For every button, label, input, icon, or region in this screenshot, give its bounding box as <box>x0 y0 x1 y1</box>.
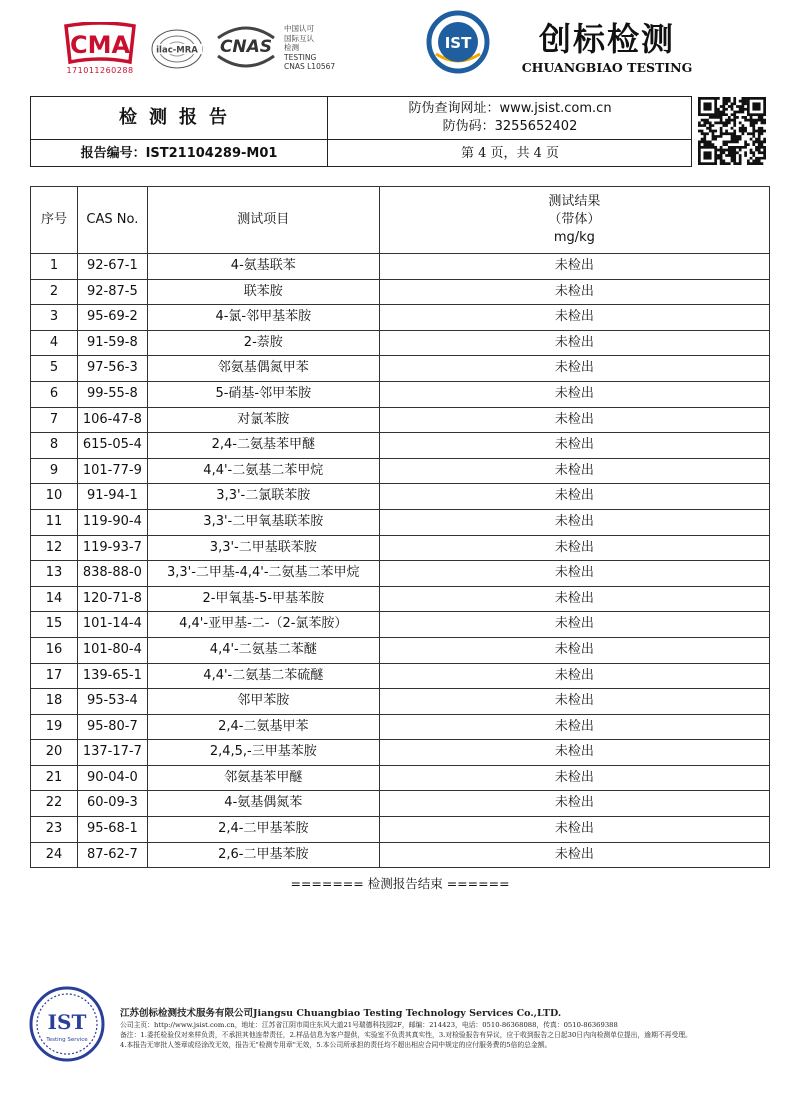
row-result: 未检出 <box>379 714 769 740</box>
row-item: 4,4'-二氨基二苯硫醚 <box>147 663 379 689</box>
row-result: 未检出 <box>379 535 769 561</box>
table-row <box>31 433 770 459</box>
table-row <box>31 305 770 331</box>
report-title: 检测报告 <box>119 107 239 128</box>
table-row <box>31 817 770 843</box>
row-result: 未检出 <box>379 279 769 305</box>
row-result: 未检出 <box>379 509 769 535</box>
row-no: 13 <box>31 561 78 587</box>
ist-logo-text: IST <box>444 34 472 52</box>
table-row <box>31 561 770 587</box>
row-result: 未检出 <box>379 356 769 382</box>
row-item: 3,3'-二甲基联苯胺 <box>147 535 379 561</box>
row-cas: 106-47-8 <box>77 407 147 433</box>
cnas-logo <box>212 22 280 72</box>
row-result: 未检出 <box>379 663 769 689</box>
row-item: 4-氯-邻甲基苯胺 <box>147 305 379 331</box>
row-cas: 95-69-2 <box>77 305 147 331</box>
row-item: 邻甲苯胺 <box>147 689 379 715</box>
row-no: 10 <box>31 484 78 510</box>
row-result: 未检出 <box>379 740 769 766</box>
row-item: 2-萘胺 <box>147 330 379 356</box>
anti-counterfeit-url: 防伪查询网址：www.jsist.com.cn <box>408 101 612 116</box>
row-cas: 60-09-3 <box>77 791 147 817</box>
footer-note-1: 备注：1.委托检验仅对来样负责，不承担其他连带责任，2.样品信息为客户提供，实验室不负责其真实性，3.对检验报告有异议，应于收到报告之日起30日内向检测单位提出，逾期不再受理。 <box>120 1031 692 1039</box>
row-result: 未检出 <box>379 765 769 791</box>
row-result: 未检出 <box>379 484 769 510</box>
row-item: 3,3'-二甲氧基联苯胺 <box>147 509 379 535</box>
row-no: 4 <box>31 330 78 356</box>
row-item: 邻氨基苯甲醚 <box>147 765 379 791</box>
row-cas: 92-87-5 <box>77 279 147 305</box>
row-item: 5-硝基-邻甲苯胺 <box>147 381 379 407</box>
row-result: 未检出 <box>379 561 769 587</box>
row-cas: 101-80-4 <box>77 637 147 663</box>
company-seal <box>28 985 106 1063</box>
table-row <box>31 330 770 356</box>
footer-note-2: 4.本报告无审批人签章或经涂改无效，报告无"检测专用章"无效，5.本公司所承担的责任均不超出相应合同中规定的应付服务费的5倍的总金额。 <box>120 1041 552 1049</box>
cnas-accreditation-text <box>284 24 335 72</box>
row-item: 2,4-二氨基甲苯 <box>147 714 379 740</box>
row-item: 4,4'-二氨基二苯甲烷 <box>147 458 379 484</box>
table-row <box>31 356 770 382</box>
table-row <box>31 714 770 740</box>
cnas-line: TESTING <box>284 52 317 62</box>
row-cas: 139-65-1 <box>77 663 147 689</box>
row-item: 2,6-二甲基苯胺 <box>147 842 379 868</box>
row-cas: 838-88-0 <box>77 561 147 587</box>
table-row <box>31 381 770 407</box>
qr-finder-pattern <box>698 97 717 116</box>
row-cas: 99-55-8 <box>77 381 147 407</box>
header-result-line2: （带体） <box>548 212 601 227</box>
cnas-line: 中国认可 <box>284 24 314 33</box>
row-no: 12 <box>31 535 78 561</box>
row-item: 2,4-二甲基苯胺 <box>147 817 379 843</box>
table-row <box>31 842 770 868</box>
table-row <box>31 254 770 280</box>
row-result: 未检出 <box>379 817 769 843</box>
header-item: 测试项目 <box>147 187 379 254</box>
row-result: 未检出 <box>379 637 769 663</box>
row-no: 14 <box>31 586 78 612</box>
brand-subtitle: CHUANGBIAO TESTING <box>521 60 693 75</box>
row-result: 未检出 <box>379 842 769 868</box>
row-result: 未检出 <box>379 433 769 459</box>
table-row <box>31 689 770 715</box>
row-no: 1 <box>31 254 78 280</box>
cnas-line: 检测 <box>284 43 299 52</box>
ilac-logo-text: ilac-MRA <box>156 45 198 56</box>
row-no: 23 <box>31 817 78 843</box>
row-item: 4-氨基偶氮苯 <box>147 791 379 817</box>
table-header-row <box>31 187 770 254</box>
table-row <box>31 458 770 484</box>
footer-company: 江苏创标检测技术服务有限公司Jiangsu Chuangbiao Testing Technology Services Co.,LTD. <box>120 1008 562 1019</box>
footer-contact: 公司主页：http://www.jsist.com.cn，地址：江苏省江阴市周庄东风大道21号瑞德科技园2F，邮编：214423，电话：0510-86368088，传真：0510-86369388 <box>120 1021 618 1029</box>
header-no: 序号 <box>31 187 78 254</box>
row-no: 22 <box>31 791 78 817</box>
row-no: 5 <box>31 356 78 382</box>
row-no: 8 <box>31 433 78 459</box>
qr-finder-pattern <box>698 146 717 165</box>
row-no: 6 <box>31 381 78 407</box>
qr-code[interactable] <box>698 97 766 165</box>
row-no: 11 <box>31 509 78 535</box>
row-cas: 97-56-3 <box>77 356 147 382</box>
table-row <box>31 407 770 433</box>
table-row <box>31 586 770 612</box>
header-cas: CAS No. <box>77 187 147 254</box>
row-item: 3,3'-二甲基-4,4'-二氨基二苯甲烷 <box>147 561 379 587</box>
row-no: 18 <box>31 689 78 715</box>
row-result: 未检出 <box>379 791 769 817</box>
row-cas: 101-77-9 <box>77 458 147 484</box>
row-cas: 92-67-1 <box>77 254 147 280</box>
row-result: 未检出 <box>379 305 769 331</box>
table-row <box>31 740 770 766</box>
row-item: 4,4'-二氨基二苯醚 <box>147 637 379 663</box>
table-row <box>31 791 770 817</box>
row-no: 15 <box>31 612 78 638</box>
row-no: 3 <box>31 305 78 331</box>
row-item: 对氯苯胺 <box>147 407 379 433</box>
qr-finder-pattern <box>747 97 766 116</box>
report-info-box <box>30 96 692 167</box>
table-row <box>31 765 770 791</box>
report-number: 报告编号：IST21104289-M01 <box>80 146 278 161</box>
ist-logo <box>426 10 490 74</box>
header-result-line1: 测试结果 <box>548 194 601 209</box>
row-no: 19 <box>31 714 78 740</box>
page-info: 第 4 页，共 4 页 <box>460 146 560 161</box>
row-item: 2,4,5,-三甲基苯胺 <box>147 740 379 766</box>
row-no: 24 <box>31 842 78 868</box>
table-row <box>31 484 770 510</box>
row-cas: 120-71-8 <box>77 586 147 612</box>
row-item: 联苯胺 <box>147 279 379 305</box>
header-result-line3: mg/kg <box>553 230 595 245</box>
row-result: 未检出 <box>379 458 769 484</box>
table-row <box>31 637 770 663</box>
footer <box>120 1008 780 1050</box>
table-row <box>31 663 770 689</box>
row-cas: 119-90-4 <box>77 509 147 535</box>
row-result: 未检出 <box>379 330 769 356</box>
row-cas: 101-14-4 <box>77 612 147 638</box>
row-item: 3,3'-二氯联苯胺 <box>147 484 379 510</box>
cnas-line: 国际互认 <box>284 33 314 43</box>
table-row <box>31 509 770 535</box>
cnas-logo-text: CNAS <box>219 37 273 57</box>
row-no: 9 <box>31 458 78 484</box>
row-result: 未检出 <box>379 407 769 433</box>
row-result: 未检出 <box>379 586 769 612</box>
row-no: 17 <box>31 663 78 689</box>
row-item: 4,4'-亚甲基-二-（2-氯苯胺） <box>147 612 379 638</box>
row-cas: 91-59-8 <box>77 330 147 356</box>
row-item: 2,4-二氨基苯甲醚 <box>147 433 379 459</box>
table-row <box>31 612 770 638</box>
ilac-mra-logo <box>150 28 205 70</box>
row-cas: 137-17-7 <box>77 740 147 766</box>
row-no: 16 <box>31 637 78 663</box>
row-no: 2 <box>31 279 78 305</box>
table-row <box>31 279 770 305</box>
table-row <box>31 535 770 561</box>
row-item: 4-氨基联苯 <box>147 254 379 280</box>
seal-text: IST <box>47 1010 87 1034</box>
row-no: 7 <box>31 407 78 433</box>
row-cas: 95-68-1 <box>77 817 147 843</box>
row-cas: 91-94-1 <box>77 484 147 510</box>
row-result: 未检出 <box>379 381 769 407</box>
row-no: 20 <box>31 740 78 766</box>
seal-sub-text: Testing Service <box>46 1037 88 1043</box>
report-end-line: ======= 检测报告结束 ====== <box>290 876 510 891</box>
row-result: 未检出 <box>379 254 769 280</box>
row-cas: 95-80-7 <box>77 714 147 740</box>
row-cas: 119-93-7 <box>77 535 147 561</box>
row-no: 21 <box>31 765 78 791</box>
row-result: 未检出 <box>379 689 769 715</box>
row-cas: 87-62-7 <box>77 842 147 868</box>
row-cas: 95-53-4 <box>77 689 147 715</box>
results-table <box>30 186 770 868</box>
cma-number: 171011260288 <box>66 66 134 75</box>
anti-counterfeit-code: 防伪码：3255652402 <box>442 119 578 134</box>
row-result: 未检出 <box>379 612 769 638</box>
row-cas: 615-05-4 <box>77 433 147 459</box>
header-result <box>379 187 769 254</box>
row-item: 邻氨基偶氮甲苯 <box>147 356 379 382</box>
cma-logo-text: CMA <box>69 31 131 59</box>
row-item: 2-甲氧基-5-甲基苯胺 <box>147 586 379 612</box>
brand-title: 创标检测 <box>538 20 675 58</box>
cnas-line: CNAS L10567 <box>284 62 336 71</box>
row-cas: 90-04-0 <box>77 765 147 791</box>
